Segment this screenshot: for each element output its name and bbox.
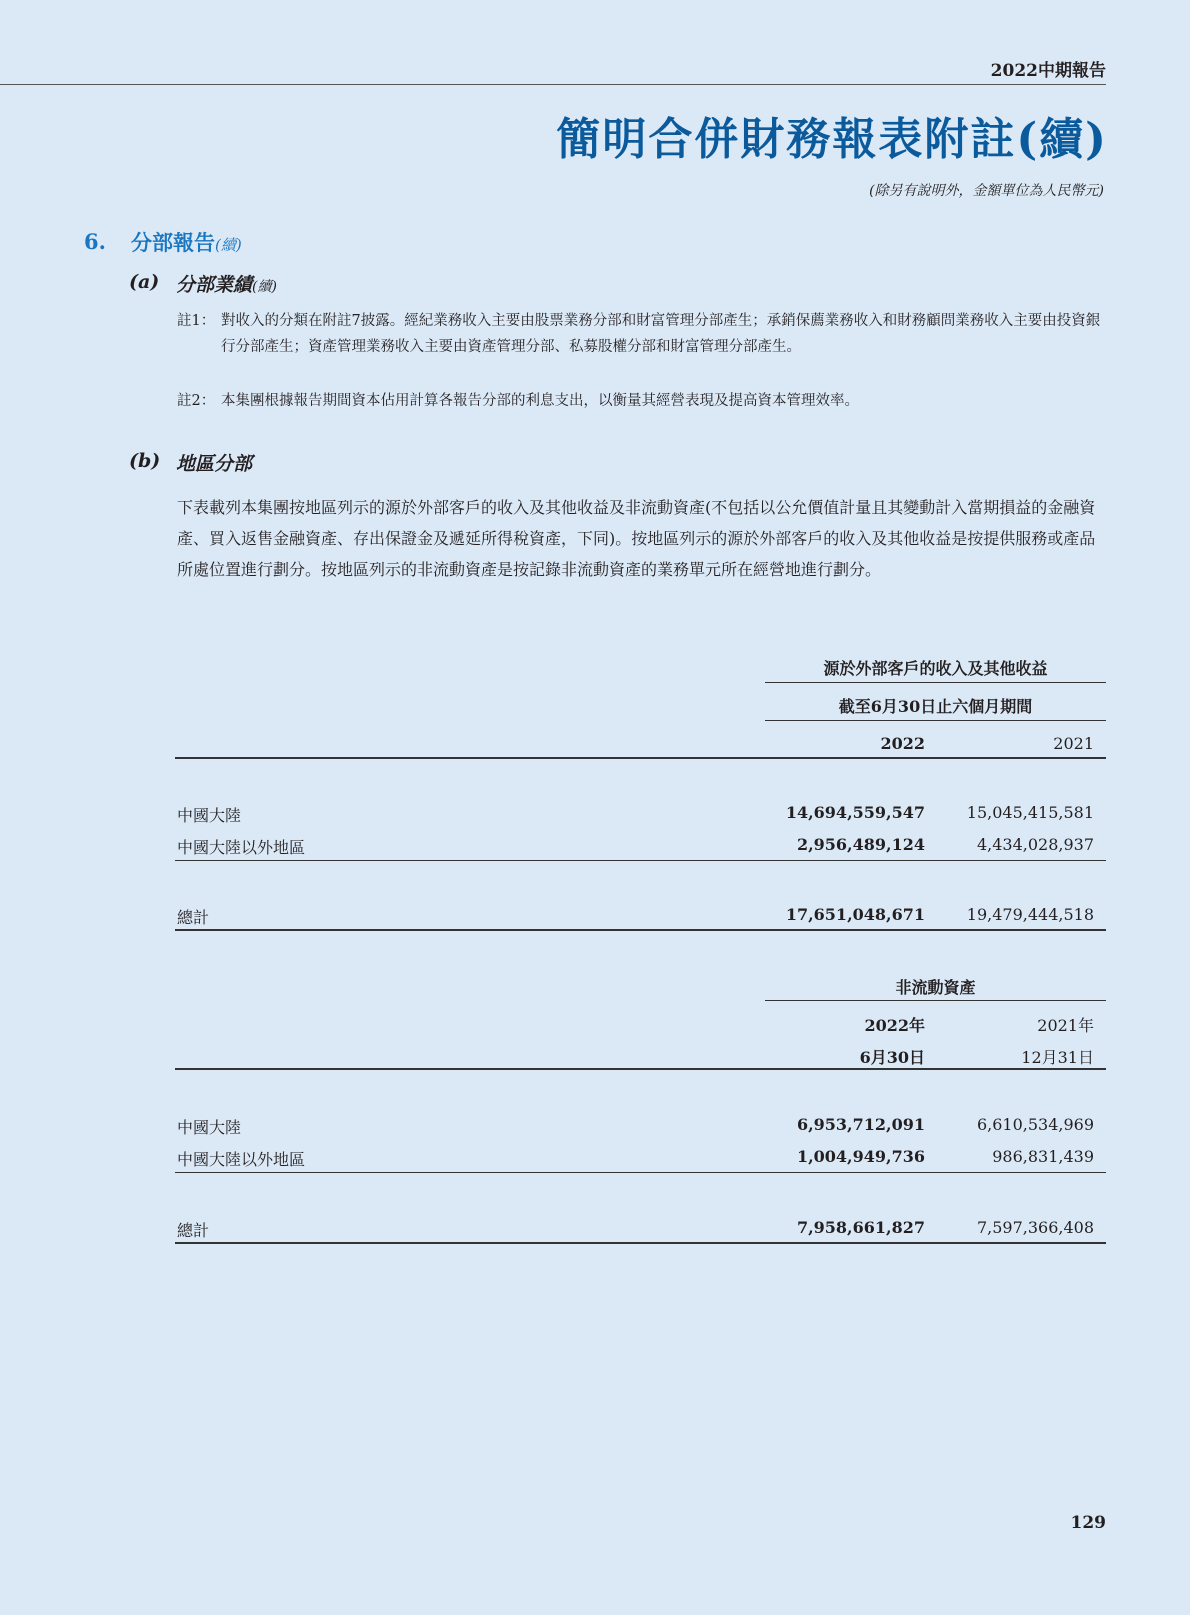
table1-col-2021: 2021	[1053, 734, 1094, 753]
table1-header1-rule	[765, 682, 1106, 683]
table2-total-rule	[175, 1242, 1106, 1244]
table2-header1-rule	[765, 1000, 1106, 1001]
table1-subtotal-rule	[175, 860, 1106, 861]
table2-total-label: 總計	[177, 1221, 210, 1240]
table2-total-2022: 7,958,661,827	[796, 1218, 925, 1237]
subsection-a-title-text: 分部業績	[176, 274, 253, 296]
table2-row-value-2022: 1,004,949,736	[796, 1147, 925, 1166]
report-label: 2022中期報告	[990, 61, 1106, 81]
table1-total-rule	[175, 929, 1106, 931]
note-2	[177, 388, 1107, 414]
table2-head-rule	[175, 1068, 1106, 1070]
table2-subtotal-rule	[175, 1172, 1106, 1173]
note-1	[177, 308, 1107, 360]
table2-col-2022-line1: 2022年	[864, 1016, 925, 1035]
subsection-b-title: 地區分部	[176, 453, 253, 475]
table1-total-2021: 19,479,444,518	[966, 905, 1094, 924]
note-1-text: 對收入的分類在附註7披露。經紀業務收入主要由股票業務分部和財富管理分部產生；承銷保薦業務收入和財務顧問業務收入主要由投資銀行分部產生；資產管理業務收入主要由資產管理分部、私募股權分部和財富管理分部產生。	[221, 313, 1101, 355]
header-rule	[0, 84, 1106, 85]
table2-col-2021-line1: 2021年	[1037, 1016, 1094, 1035]
table2-col-2021-line2: 12月31日	[1021, 1048, 1094, 1067]
table1-header2-rule	[765, 720, 1106, 721]
table2-row-label: 中國大陸	[177, 1118, 242, 1137]
table2-row-value-2022: 6,953,712,091	[796, 1115, 925, 1134]
section-title	[131, 227, 242, 257]
table2-row-label: 中國大陸以外地區	[177, 1150, 306, 1169]
table1-total-2022: 17,651,048,671	[785, 905, 925, 924]
table1-col-2022: 2022	[880, 734, 925, 753]
table2-col-2022-line2: 6月30日	[859, 1048, 925, 1067]
table1-row-value-2022: 14,694,559,547	[785, 803, 925, 822]
table1-header1: 源於外部客戶的收入及其他收益	[823, 659, 1048, 678]
page-number: 129	[1070, 1513, 1106, 1533]
table1-total-label: 總計	[177, 908, 210, 927]
subsection-b-paragraph: 下表載列本集團按地區列示的源於外部客戶的收入及其他收益及非流動資產(不包括以公允價值計量且其變動計入當期損益的金融資產、買入返售金融資產、存出保證金及遞延所得稅資產，下同)。按地區列示的源於外部客戶的收入及其他收益是按提供服務或產品所處位置進行劃分。按地區列示的非流動資產是按記錄非流動資產的業務單元所在經營地進行劃分。	[177, 498, 1096, 579]
table1-row-label: 中國大陸以外地區	[177, 838, 306, 857]
section-cont: (續)	[215, 236, 242, 254]
subsection-a-letter: (a)	[129, 271, 160, 293]
table1-row-label: 中國大陸	[177, 806, 242, 825]
table1-row-value-2021: 4,434,028,937	[976, 835, 1094, 854]
table2-header1: 非流動資產	[895, 978, 976, 997]
section-number: 6.	[84, 229, 106, 254]
page-title: 簡明合併財務報表附註(續)	[556, 114, 1108, 165]
table1-row-value-2022: 2,956,489,124	[796, 835, 925, 854]
page-subtitle: (除另有說明外，金額單位為人民幣元)	[869, 183, 1104, 199]
note-2-label: 註2：	[177, 393, 216, 409]
note-1-label: 註1：	[177, 313, 216, 329]
subsection-a-title	[176, 270, 277, 297]
note-2-text: 本集團根據報告期間資本佔用計算各報告分部的利息支出，以衡量其經營表現及提高資本管理效率。	[221, 393, 859, 409]
table1-head-rule	[175, 757, 1106, 759]
table2-total-2021: 7,597,366,408	[976, 1218, 1094, 1237]
subsection-a-cont: (續)	[252, 279, 277, 295]
table2-row-value-2021: 986,831,439	[992, 1147, 1094, 1166]
subsection-b-letter: (b)	[129, 450, 161, 472]
section-title-text: 分部報告	[131, 230, 215, 255]
table1-row-value-2021: 15,045,415,581	[966, 803, 1094, 822]
table1-header2: 截至6月30日止六個月期間	[838, 697, 1033, 716]
table2-row-value-2021: 6,610,534,969	[976, 1115, 1094, 1134]
